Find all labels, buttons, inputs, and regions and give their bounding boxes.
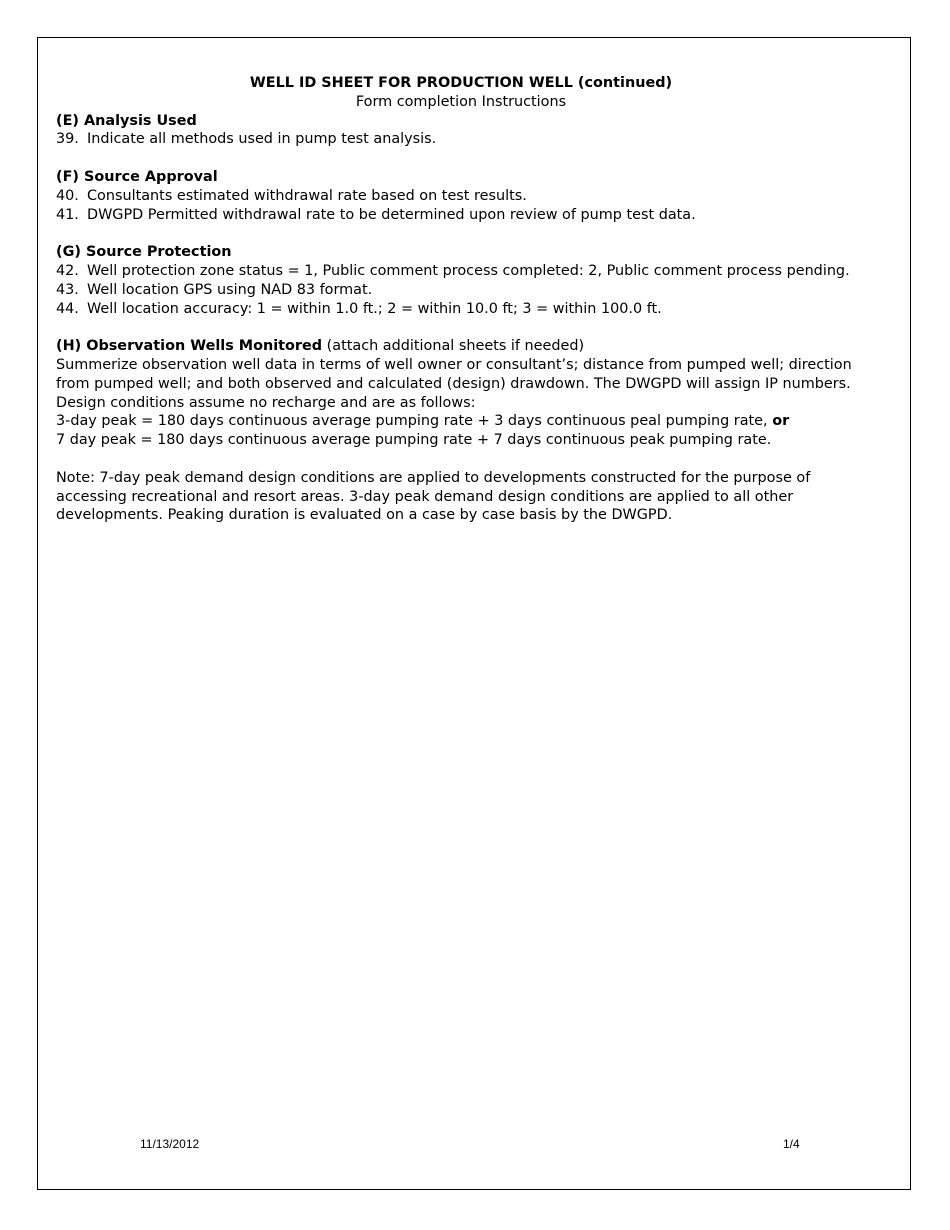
section-g-heading: (G) Source Protection [56,244,232,261]
section-h-line-1 [56,412,866,431]
item-number: 39. [56,131,79,148]
section-f-heading: (F) Source Approval [56,168,218,185]
item-number: 41. [56,206,79,223]
section-h-paragraph: Summerize observation well data in terms of well owner or consultant’s; distance from pumped well; direction from pumped well; and both observed and calculated (design) drawdown. The DWGPD will assign IP numbers. Design conditions assume no recharge and are as follows: [56,356,852,411]
item-text: Well location GPS using NAD 83 format. [87,281,373,298]
item-text: DWGPD Permitted withdrawal rate to be determined upon review of pump test data. [87,206,696,223]
line-text: 3-day peak = 180 days continuous average pumping rate + 3 days continuous peal pumping rate, [56,413,773,430]
item-number: 44. [56,300,79,317]
item-text: Well protection zone status = 1, Public comment process completed: 2, Public comment process pending. [87,262,850,279]
item-number: 40. [56,187,79,204]
section-h-heading: (H) Observation Wells Monitored [56,338,323,355]
document-body [56,74,866,525]
note-paragraph: Note: 7-day peak demand design conditions are applied to developments constructed for the purpose of accessing recreational and resort areas. 3-day peak demand design conditions are applied to all other developments. Peaking duration is evaluated on a case by case basis by the DWGPD. [56,469,811,524]
list-item [56,130,866,149]
page-subtitle: Form completion Instructions [355,93,567,110]
list-item [56,187,866,206]
list-item [56,262,866,281]
item-text: Consultants estimated withdrawal rate based on test results. [87,187,527,204]
or-text: or [772,413,790,430]
item-text: Well location accuracy: 1 = within 1.0 ft.; 2 = within 10.0 ft; 3 = within 100.0 ft. [87,300,662,317]
page-number: 1/4 [783,1137,800,1151]
list-item [56,300,866,319]
section-h-heading-note: (attach additional sheets if needed) [322,338,585,355]
section-h-heading-line [56,337,866,356]
item-number: 43. [56,281,79,298]
item-text: Indicate all methods used in pump test analysis. [87,131,437,148]
item-number: 42. [56,262,79,279]
list-item [56,281,866,300]
page-title: WELL ID SHEET FOR PRODUCTION WELL (continued) [249,75,673,91]
list-item [56,206,866,225]
section-e-heading: (E) Analysis Used [56,112,197,129]
section-h-line-2: 7 day peak = 180 days continuous average pumping rate + 7 days continuous peak pumping rate. [56,432,772,449]
footer-date: 11/13/2012 [140,1137,200,1151]
